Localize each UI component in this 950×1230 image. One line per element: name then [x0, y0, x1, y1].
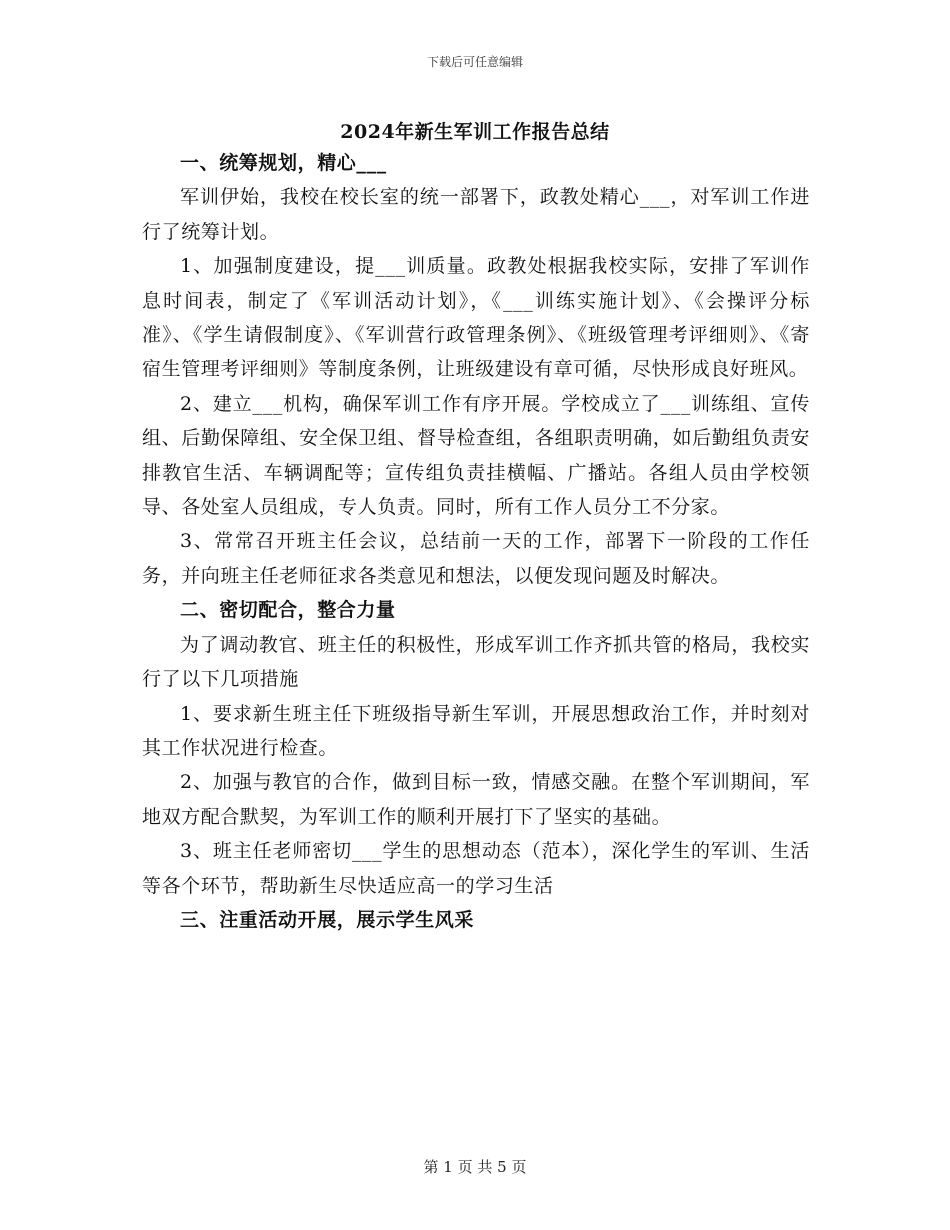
document-body	[142, 146, 810, 937]
paragraph-item-2-2: 2、加强与教官的合作，做到目标一致，情感交融。在整个军训期间，军地双方配合默契，为军训工作的顺利开展打下了坚实的基础。	[142, 771, 810, 828]
section-heading-3: 三、注重活动开展，展示学生风采	[180, 908, 475, 931]
paragraph-item-2-3: 3、班主任老师密切___学生的思想动态（范本），深化学生的军训、生活等各个环节，帮助新生尽快适应高一的学习生活	[142, 840, 810, 897]
section-heading-2: 二、密切配合，整合力量	[180, 599, 396, 622]
paragraph-intro: 军训伊始，我校在校长室的统一部署下，政教处精心___，对军训工作进行了统筹计划。	[142, 186, 810, 243]
paragraph-item-2: 2、建立___机构，确保军训工作有序开展。学校成立了___训练组、宣传组、后勤保障组、安全保卫组、督导检查组，各组职责明确，如后勤组负责安排教官生活、车辆调配等；宣传组负责挂横幅、广播站。各组人员由学校领导、各处室人员组成，专人负责。同时，所有工作人员分工不分家。	[142, 392, 810, 519]
document-title: 2024年新生军训工作报告总结	[340, 121, 610, 143]
page-footer: 第 1 页 共 5 页	[423, 1158, 527, 1176]
header-note: 下载后可任意编辑	[426, 55, 523, 69]
section-heading-1: 一、统筹规划，精心___	[180, 152, 387, 174]
paragraph-item-1: 1、加强制度建设，提___训质量。政教处根据我校实际，安排了军训作息时间表，制定了《军训活动计划》，《___训练实施计划》、《会操评分标准》、《学生请假制度》、《军训营行政管理条例》、《班级管理考评细则》、《寄宿生管理考评细则》等制度条例，让班级建设有章可循，尽快形成良好班风。	[142, 255, 810, 381]
paragraph-item-2-1: 1、要求新生班主任下班级指导新生军训，开展思想政治工作，并时刻对其工作状况进行检查。	[142, 702, 810, 759]
paragraph-intro-2: 为了调动教官、班主任的积极性，形成军训工作齐抓共管的格局，我校实行了以下几项措施	[142, 633, 810, 691]
paragraph-item-3: 3、常常召开班主任会议，总结前一天的工作，部署下一阶段的工作任务，并向班主任老师征求各类意见和想法，以便发现问题及时解决。	[142, 530, 810, 587]
